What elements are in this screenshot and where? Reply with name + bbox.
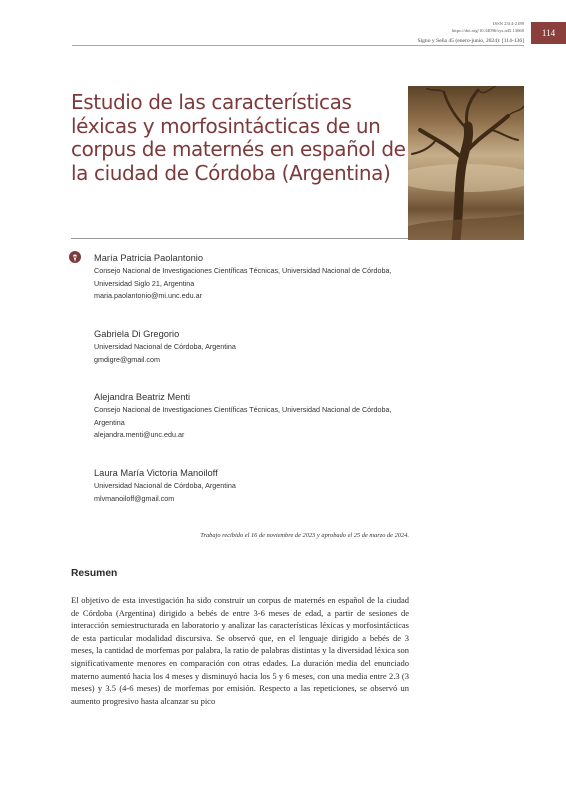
author-block	[94, 252, 410, 303]
article-title: Estudio de las características léxicas y morfosintácticas de un corpus de maternés en español de la ciudad de Córdoba (Argentina)	[71, 90, 406, 185]
author-email[interactable]: alejandra.menti@unc.edu.ar	[94, 430, 185, 440]
author-name: Alejandra Beatriz Menti	[94, 392, 191, 402]
received-date-note: Trabajo recibido el 16 de noviembre de 2023 y aprobado el 25 de marzo de 2024.	[200, 532, 409, 539]
author-block	[94, 467, 410, 505]
author-name: Gabriela Di Gregorio	[94, 329, 180, 339]
author-affiliation: Universidad Nacional de Córdoba, Argentina	[94, 481, 236, 490]
abstract-heading: Resumen	[71, 568, 118, 579]
title-divider	[71, 238, 408, 239]
author-name: Laura María Victoria Manoiloff	[94, 468, 218, 478]
journal-reference: Signo y Seña 45 (enero-junio, 2024): [114-136]	[417, 38, 524, 44]
author-affiliation: Universidad Nacional de Córdoba, Argentina	[94, 342, 236, 351]
orcid-icon[interactable]	[69, 251, 81, 263]
author-name: María Patricia Paolantonio	[94, 253, 204, 263]
cover-artwork	[408, 86, 524, 240]
header-divider	[72, 45, 524, 46]
abstract-text: El objetivo de esta investigación ha sido construir un corpus de maternés en español de la ciudad de Córdoba (Argentina) dirigido a bebés de entre 3-6 meses de edad, a partir de sesiones de interacción semiestructurada en laboratorio y analizar las características léxicas y morfosintácticas de esta particular modalidad discursiva. Se observó que, en el lenguaje dirigido a bebés de 3 meses, la cantidad de morfemas por palabra, la ratio de palabras distintas y la diversidad léxica son significativamente menores en comparación con otras edades. La duración media del enunciado materno aumentó hacia los 4 meses y disminuyó hacia los 5 y 6 meses, con una media entre 2.3 (3 meses) y 3.5 (4-6 meses) de morfemas por emisión. Respecto a las repeticiones, se observó un aumento progresivo hasta alcanzar su pico	[71, 595, 409, 706]
header-meta	[452, 20, 524, 34]
author-email[interactable]: gmdigre@gmail.com	[94, 354, 161, 364]
issn: ISSN 2314-2189	[492, 21, 524, 26]
author-affiliation: Consejo Nacional de Investigaciones Científicas Técnicas, Universidad Nacional de Córdoba, Argentina	[94, 405, 392, 427]
author-email[interactable]: maria.paolantonio@mi.unc.edu.ar	[94, 291, 202, 301]
page-number-badge: 114	[531, 22, 566, 44]
doi-link[interactable]: https://doi.org/10.34096/sys.n45.13660	[451, 28, 524, 33]
tree-painting-image	[408, 86, 524, 240]
author-affiliation: Consejo Nacional de Investigaciones Científicas Técnicas, Universidad Nacional de Córdoba, Universidad Siglo 21, Argentina	[94, 266, 392, 288]
author-block	[94, 328, 410, 366]
author-email[interactable]: mlvmanoiloff@gmail.com	[94, 493, 175, 503]
author-block	[94, 391, 410, 442]
